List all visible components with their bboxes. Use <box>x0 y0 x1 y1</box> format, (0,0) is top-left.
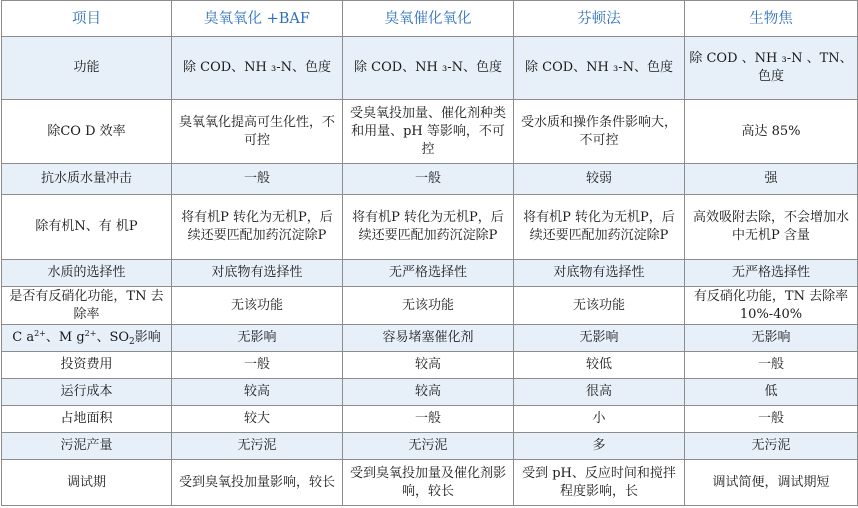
header-row <box>2 1 858 37</box>
row-label: 抗水质水量冲击 <box>2 164 172 195</box>
table-cell: 无严格选择性 <box>685 260 858 287</box>
table-cell: 除 COD 、NH ₃-N 、TN、色度 <box>685 37 858 100</box>
table-cell: 一般 <box>343 406 514 433</box>
table-row <box>2 352 858 379</box>
table-cell: 无污泥 <box>685 433 858 460</box>
table-cell: 有反硝化功能，TN 去除率 10%-40% <box>685 287 858 325</box>
table-cell: 调试简便，调试期短 <box>685 460 858 506</box>
header-fenton: 芬顿法 <box>514 1 685 37</box>
row-label: 调试期 <box>2 460 172 506</box>
table-row <box>2 406 858 433</box>
table-cell: 多 <box>514 433 685 460</box>
row-label: 是否有反硝化功能，TN 去除率 <box>2 287 172 325</box>
header-biochar: 生物焦 <box>685 1 858 37</box>
table-cell: 除 COD、NH ₃-N、色度 <box>514 37 685 100</box>
table-row <box>2 433 858 460</box>
table-cell: 臭氧氧化提高可生化性，不可控 <box>172 100 343 164</box>
table-cell: 较高 <box>343 379 514 406</box>
table-cell: 高效吸附去除，不会增加水中无机P 含量 <box>685 195 858 260</box>
ion-mg-charge: 2+ <box>84 329 97 338</box>
table-row <box>2 325 858 352</box>
table-cell: 一般 <box>343 164 514 195</box>
table-row <box>2 460 858 506</box>
table-cell: 较高 <box>343 352 514 379</box>
table-cell: 无影响 <box>514 325 685 352</box>
table-cell: 较低 <box>514 352 685 379</box>
table-row <box>2 287 858 325</box>
table-cell: 一般 <box>172 352 343 379</box>
table-cell: 无该功能 <box>172 287 343 325</box>
table-cell: 无该功能 <box>343 287 514 325</box>
table-cell: 受臭氧投加量、催化剂种类和用量、pH 等影响，不可控 <box>343 100 514 164</box>
table-cell: 除 COD、NH ₃-N、色度 <box>172 37 343 100</box>
row-label: 水质的选择性 <box>2 260 172 287</box>
table-cell: 低 <box>685 379 858 406</box>
table-cell: 容易堵塞催化剂 <box>343 325 514 352</box>
row-label: 功能 <box>2 37 172 100</box>
row-label: 投资费用 <box>2 352 172 379</box>
row-label: 占地面积 <box>2 406 172 433</box>
table-cell: 较高 <box>172 379 343 406</box>
row-label-ions <box>2 325 172 352</box>
ion-label-tail: 影响 <box>134 330 161 345</box>
table-cell: 受到臭氧投加量及催化剂影响，较长 <box>343 460 514 506</box>
table-cell: 对底物有选择性 <box>172 260 343 287</box>
table-cell: 一般 <box>172 164 343 195</box>
table-cell: 一般 <box>685 352 858 379</box>
table-row <box>2 100 858 164</box>
ion-mg: 、M g <box>45 330 85 345</box>
header-catalytic-ozonation: 臭氧催化氧化 <box>343 1 514 37</box>
table-cell: 受到臭氧投加量影响，较长 <box>172 460 343 506</box>
comparison-table <box>1 0 858 506</box>
table-cell: 高达 85% <box>685 100 858 164</box>
table-cell: 将有机P 转化为无机P，后续还要匹配加药沉淀除P <box>514 195 685 260</box>
table-cell: 受到 pH、反应时间和搅拌程度影响，长 <box>514 460 685 506</box>
table-row <box>2 37 858 100</box>
table-cell: 无污泥 <box>343 433 514 460</box>
table-cell: 较弱 <box>514 164 685 195</box>
table-cell: 无影响 <box>172 325 343 352</box>
ion-ca-charge: 2+ <box>34 329 46 338</box>
ion-so: 、SO <box>96 330 130 345</box>
table-cell: 对底物有选择性 <box>514 260 685 287</box>
ion-so-subscript: 2 <box>129 337 135 347</box>
row-label: 除CO D 效率 <box>2 100 172 164</box>
ion-ca: C a <box>12 330 35 345</box>
table-cell: 受水质和操作条件影响大，不可控 <box>514 100 685 164</box>
table-cell: 除 COD、NH ₃-N、色度 <box>343 37 514 100</box>
table-cell: 无影响 <box>685 325 858 352</box>
table-cell: 将有机P 转化为无机P，后续还要匹配加药沉淀除P <box>343 195 514 260</box>
table-cell: 一般 <box>685 406 858 433</box>
table-cell: 小 <box>514 406 685 433</box>
row-label: 运行成本 <box>2 379 172 406</box>
row-label: 污泥产量 <box>2 433 172 460</box>
table-cell: 很高 <box>514 379 685 406</box>
header-item: 项目 <box>2 1 172 37</box>
table-row <box>2 164 858 195</box>
table-row <box>2 379 858 406</box>
row-label: 除有机N、有 机P <box>2 195 172 260</box>
table-row <box>2 195 858 260</box>
table-cell: 无严格选择性 <box>343 260 514 287</box>
table-cell: 无污泥 <box>172 433 343 460</box>
table-cell: 较大 <box>172 406 343 433</box>
table-row <box>2 260 858 287</box>
header-ozone-baf: 臭氧氧化 +BAF <box>172 1 343 37</box>
table-cell: 将有机P 转化为无机P，后续还要匹配加药沉淀除P <box>172 195 343 260</box>
table-cell: 强 <box>685 164 858 195</box>
table-cell: 无该功能 <box>514 287 685 325</box>
